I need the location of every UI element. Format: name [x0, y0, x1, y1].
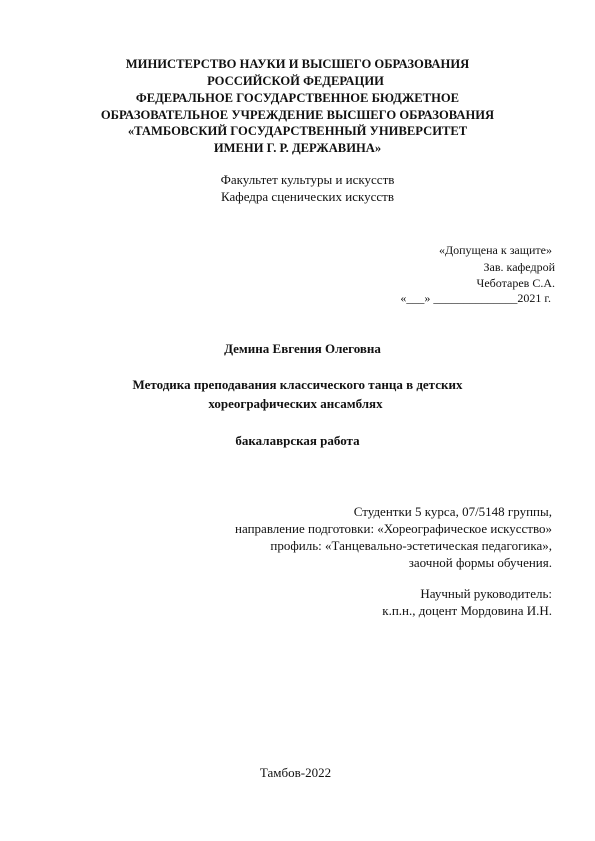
supervisor-name: к.п.н., доцент Мордовина И.Н.	[382, 603, 552, 618]
author-name: Демина Евгения Олеговна	[224, 341, 381, 356]
head-name: Чеботарев С.А.	[476, 276, 555, 290]
org-line-3: ФЕДЕРАЛЬНОЕ ГОСУДАРСТВЕННОЕ БЮДЖЕТНОЕ	[135, 91, 460, 105]
admitted-label: «Допущена к защите»	[438, 243, 552, 257]
org-line-2: РОССИЙСКОЙ ФЕДЕРАЦИИ	[207, 74, 384, 88]
org-line-4: ОБРАЗОВАТЕЛЬНОЕ УЧРЕЖДЕНИЕ ВЫСШЕГО ОБРАЗОВАНИЯ	[100, 108, 495, 122]
title-line-2: хореографических ансамблях	[208, 396, 383, 411]
student-course-group: Студентки 5 курса, 07/5148 группы,	[353, 504, 552, 519]
faculty-name: Факультет культуры и искусств	[220, 172, 395, 187]
date-line: «___» ______________2021 г.	[400, 291, 551, 305]
head-title: Зав. кафедрой	[483, 260, 555, 274]
org-line-5: «ТАМБОВСКИЙ ГОСУДАРСТВЕННЫЙ УНИВЕРСИТЕТ	[127, 124, 468, 138]
city-year: Тамбов-2022	[259, 765, 332, 780]
work-type: бакалаврская работа	[235, 433, 360, 448]
department-name: Кафедра сценических искусств	[221, 189, 394, 204]
org-line-1: МИНИСТЕРСТВО НАУКИ И ВЫСШЕГО ОБРАЗОВАНИЯ	[125, 57, 470, 71]
student-study-form: заочной формы обучения.	[408, 555, 552, 570]
supervisor-label: Научный руководитель:	[420, 586, 552, 601]
student-profile: профиль: «Танцевально-эстетическая педагогика»,	[270, 538, 552, 553]
title-line-1: Методика преподавания классического танца в детских	[132, 377, 463, 392]
student-direction: направление подготовки: «Хореографическое искусство»	[235, 521, 552, 536]
org-line-6: ИМЕНИ Г. Р. ДЕРЖАВИНА»	[213, 141, 382, 155]
